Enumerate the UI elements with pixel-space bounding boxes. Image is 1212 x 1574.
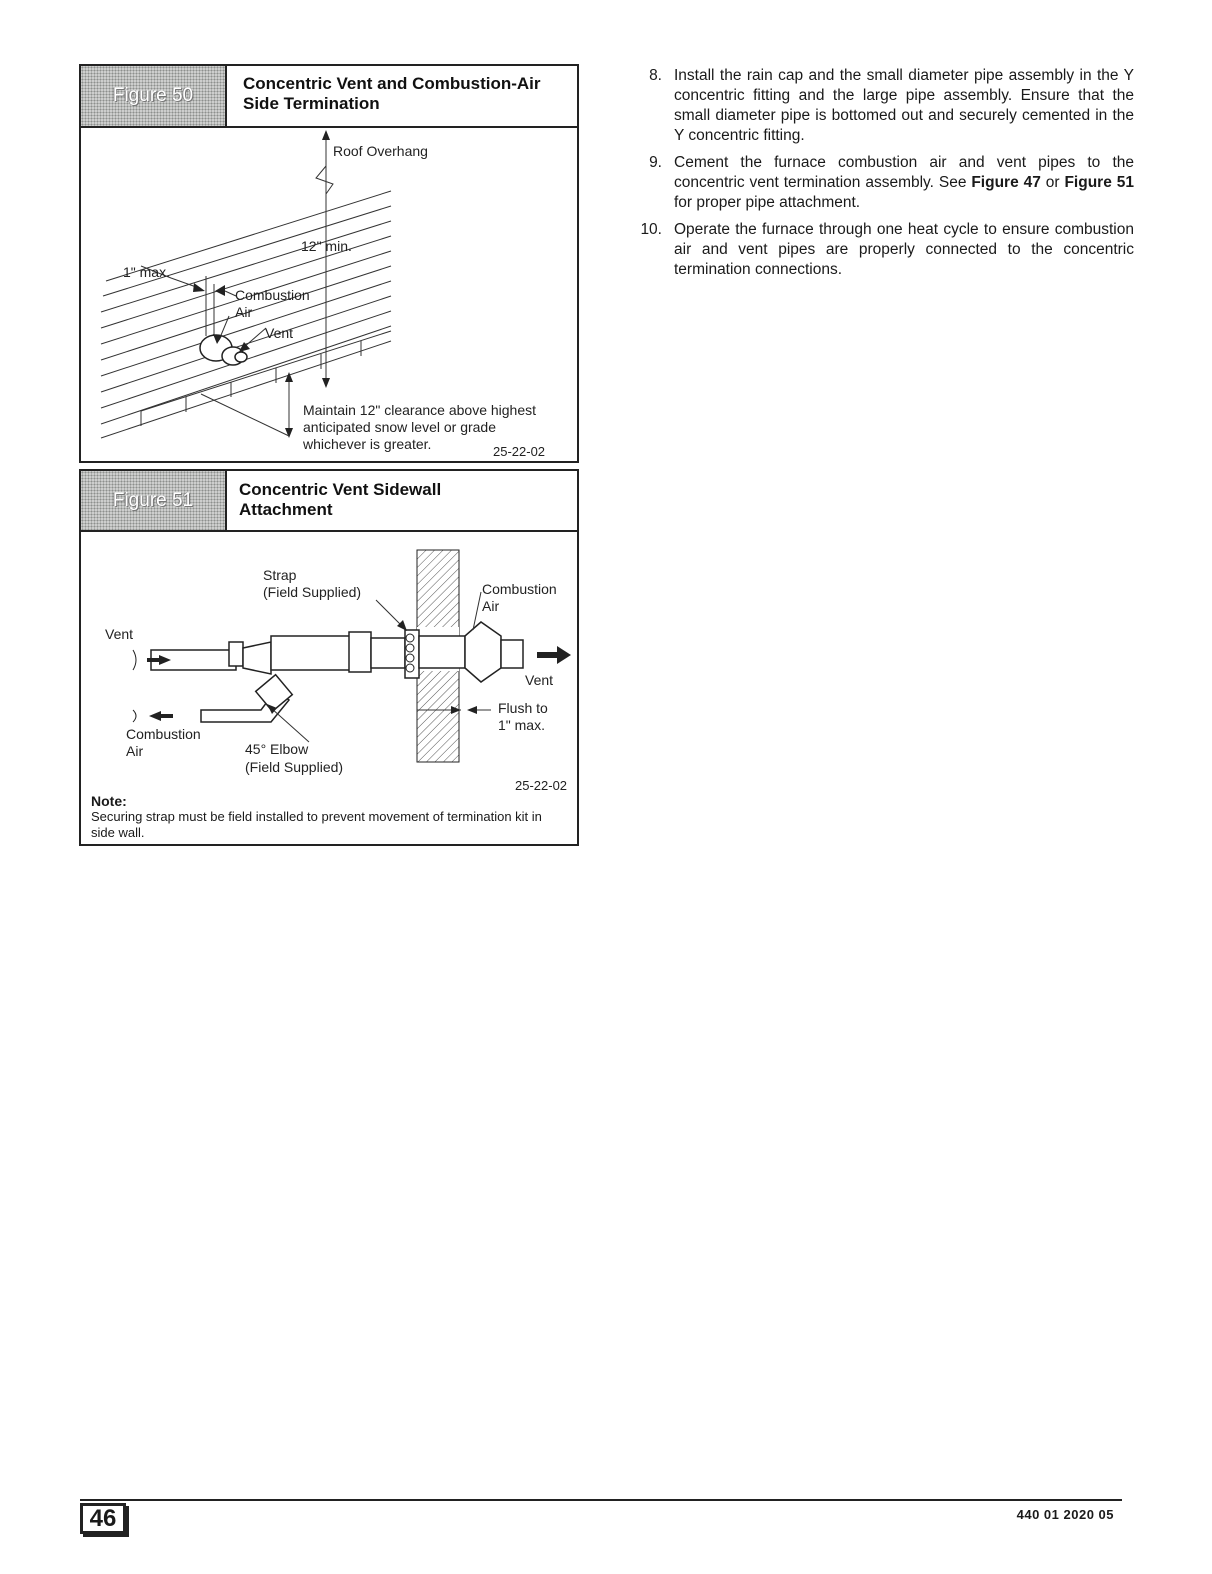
strap-leader (376, 600, 403, 627)
twelve-min-label: 12" min. (301, 238, 352, 254)
arrow-up-icon (285, 372, 293, 382)
arrow-right-icon (557, 646, 571, 664)
vent-right-label: Vent (525, 672, 554, 688)
combustion-left-label: Combustion (126, 726, 201, 742)
figure-50 (79, 64, 579, 463)
strap-label: Strap (263, 567, 297, 583)
combustion-label: Combustion (235, 287, 310, 303)
elbow-leader (271, 708, 309, 742)
arrow-shaft (537, 652, 559, 658)
arrow-right-icon (193, 283, 205, 292)
note-heading: Note: (91, 793, 127, 809)
figure-50-title-line-2: Side Termination (243, 94, 380, 113)
step-8 (636, 66, 1134, 146)
pipe-ends (133, 650, 136, 722)
step-text: or (1040, 174, 1065, 191)
break-mark (316, 166, 333, 194)
note-text: Securing strap must be field installed to prevent movement of termination kit in side wall. (91, 809, 542, 840)
figure-50-header (81, 66, 577, 128)
figure-51-title-line-2: Attachment (239, 500, 333, 519)
figure-50-title-line-1: Concentric Vent and Combustion-Air (243, 74, 541, 93)
step-number: 8. (649, 67, 662, 84)
arrow-down-icon (285, 428, 293, 438)
arrow-down-icon (322, 378, 330, 388)
arrow-shaft (147, 658, 161, 662)
page-number: 46 (80, 1503, 126, 1534)
step-text: Cement the furnace combustion air and vent pipes to the concentric vent termination assembly. See (674, 154, 1134, 191)
elbow-field-supplied-label: (Field Supplied) (245, 759, 344, 775)
figure-51-code: 25-22-02 (515, 778, 568, 790)
side-termination-diagram (81, 126, 577, 461)
vent-label: Vent (265, 325, 294, 341)
vent-pipe-assembly (151, 622, 523, 722)
arrow-shaft (159, 714, 173, 718)
figure-51-header (81, 471, 577, 532)
grade-leader (201, 394, 289, 436)
figure-51-title-line-1: Concentric Vent Sidewall (239, 480, 442, 499)
figure-50-label: Figure 50 (81, 66, 227, 126)
maintain-line-2: anticipated snow level or grade (303, 419, 497, 435)
step-10 (636, 220, 1134, 280)
air-label: Air (235, 304, 253, 320)
instruction-steps (636, 66, 1134, 287)
step-number: 9. (649, 154, 662, 171)
sidewall-attachment-diagram (81, 530, 577, 790)
figure-51-label: Figure 51 (81, 471, 227, 530)
vent-left-label: Vent (105, 626, 134, 642)
step-text: Install the rain cap and the small diameter pipe assembly in the Y concentric fitting and the large pipe assembly. Ensure that the small diameter pipe is bottomed out and securely cemented in the Y concentric fitting. (674, 67, 1134, 144)
figure-51-body (81, 530, 577, 844)
air-left-label: Air (126, 743, 144, 759)
one-max-label: 1" max. (123, 264, 170, 280)
maintain-line-3: whichever is greater. (303, 436, 432, 452)
figure-50-body (81, 126, 577, 461)
flush-to-label: Flush to (498, 700, 548, 716)
flush-max-label: 1" max. (498, 717, 545, 733)
elbow-label: 45° Elbow (245, 741, 309, 757)
figure-51 (79, 469, 579, 846)
figure-51-ref: Figure 51 (1064, 174, 1134, 191)
figure-51-title (239, 480, 571, 520)
maintain-line-1: Maintain 12" clearance above highest (303, 402, 537, 418)
arrow-left-icon (215, 285, 225, 296)
figure-50-code: 25-22-02 (493, 444, 546, 459)
footer-rule (80, 1499, 1122, 1501)
arrow-left-icon (467, 706, 477, 714)
termination-cap (200, 335, 247, 365)
strap-field-supplied-label: (Field Supplied) (263, 584, 362, 600)
arrow-up-icon (322, 130, 330, 140)
figure-50-title (243, 74, 571, 114)
arrow-icon (397, 620, 407, 631)
roof-overhang-label: Roof Overhang (333, 143, 428, 159)
figure-47-ref: Figure 47 (971, 174, 1041, 191)
step-text: for proper pipe attachment. (674, 194, 861, 211)
document-number: 440 01 2020 05 (1016, 1507, 1114, 1522)
air-label: Air (482, 598, 500, 614)
combustion-label: Combustion (482, 581, 557, 597)
step-text: Operate the furnace through one heat cycle to ensure combustion air and vent pipes are properly connected to the concentric termination connections. (674, 221, 1134, 278)
step-9 (636, 153, 1134, 213)
step-number: 10. (640, 221, 662, 238)
